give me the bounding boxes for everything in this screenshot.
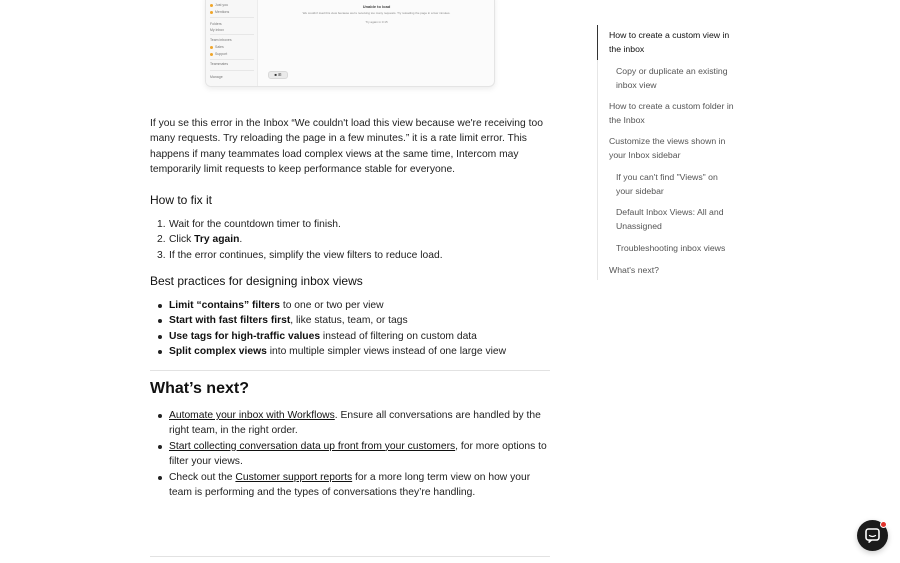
screenshot-toolbar-pill: ■ ⊞: [268, 71, 288, 79]
item-text: . Ensure all conversations are handled by the right team, in the right order.: [169, 410, 541, 437]
list-item: [169, 344, 506, 359]
toc-item-create-custom-view[interactable]: How to create a custom view in the inbox: [609, 30, 730, 54]
tip-bold: Use tags for high-traffic values: [169, 330, 321, 342]
step-number: 2.: [157, 234, 166, 246]
screenshot-sidebar-row: Team inboxes: [210, 38, 232, 42]
item-text: , for more options to filter your views.: [169, 440, 547, 468]
screenshot-retry-timer: Try again in 0:15: [365, 20, 388, 24]
step-text: Wait for the countdown timer to finish.: [169, 219, 341, 230]
tip-text: , like status, team, or tags: [290, 315, 408, 327]
step-text-end: .: [239, 234, 243, 246]
list-item: [169, 313, 506, 328]
step-number: 3.: [157, 249, 166, 261]
item-text: for a more long term view on how your team is performing and the types of conversations they’re handling.: [169, 471, 531, 499]
screenshot-error-message: We couldn't load this view because we're receiving too many requests. Try reloading the page in a few minutes.: [302, 11, 451, 15]
list-item: [169, 470, 551, 501]
toc-item-copy-duplicate-view[interactable]: Copy or duplicate an existing inbox view: [616, 66, 728, 90]
list-item: [169, 329, 506, 344]
step-text: Click: [169, 234, 195, 246]
screenshot-sidebar-row: Mentions: [215, 10, 230, 14]
automate-workflows-link[interactable]: Automate your inbox with Workflows: [169, 410, 335, 421]
list-item: [157, 217, 443, 232]
screenshot-sidebar-row: Manage: [210, 75, 223, 79]
article-screenshot: [205, 0, 495, 87]
screenshot-error-title: Unable to load: [362, 4, 391, 9]
best-practices-heading: Best practices for designing inbox views: [150, 274, 363, 288]
toc-item-default-inbox-views[interactable]: Default Inbox Views: All and Unassigned: [616, 207, 724, 231]
customer-support-reports-link[interactable]: Customer support reports: [235, 471, 353, 483]
best-practices-list: [169, 298, 506, 360]
fix-heading: How to fix it: [150, 193, 213, 207]
list-item: [169, 408, 551, 439]
list-item: [169, 298, 506, 313]
list-item: [157, 248, 443, 263]
screenshot-sidebar-row: My inbox: [210, 28, 225, 32]
toc-item-create-custom-folder[interactable]: How to create a custom folder in the Inbox: [609, 101, 734, 125]
toc-item-customize-views[interactable]: Customize the views shown in your Inbox sidebar: [609, 136, 726, 160]
whats-next-heading: What’s next?: [150, 380, 249, 397]
table-of-contents: [597, 25, 747, 280]
tip-text: into multiple simpler views instead of one large view: [266, 346, 507, 358]
chat-bubble-icon: [865, 528, 880, 543]
screenshot-sidebar-row: Folders: [210, 22, 222, 26]
screenshot-sidebar-row: Support: [215, 52, 228, 56]
screenshot-sidebar-row: Teammates: [210, 62, 229, 66]
notification-badge: [880, 521, 887, 528]
item-text: Check out the: [169, 471, 236, 483]
toc-active-indicator: [597, 25, 599, 60]
screenshot-main: [259, 0, 494, 86]
intro-paragraph: If you se this error in the Inbox “We couldn't load this view because we're receiving too many requests. Try reloading the page in a few minutes.” it is a rate limit error. This happens if many teammates load complex views at the same time, Intercom may temporarily limit requests to keep performance stable for everyone.: [150, 118, 543, 176]
screenshot-sidebar: [206, 0, 258, 86]
step-number: 1.: [157, 219, 166, 230]
screenshot-sidebar-row: Sales: [215, 45, 224, 49]
fix-steps-list: [157, 217, 443, 263]
toc-item-troubleshooting[interactable]: Troubleshooting inbox views: [616, 243, 726, 253]
screenshot-sidebar-row: Just you: [215, 3, 229, 7]
try-again-label: Try again: [194, 234, 240, 246]
tip-bold: Split complex views: [169, 346, 267, 358]
step-text: If the error continues, simplify the view filters to reduce load.: [169, 249, 443, 261]
whats-next-list: [169, 408, 551, 500]
toc-item-whats-next[interactable]: What's next?: [609, 265, 659, 275]
tip-bold: Start with fast filters first: [169, 315, 291, 327]
collect-conversation-data-link[interactable]: Start collecting conversation data up front from your customers: [169, 440, 456, 452]
tip-text: instead of filtering on custom data: [320, 330, 477, 342]
section-divider: [150, 370, 550, 371]
toc-item-cant-find-views[interactable]: If you can't find "Views" on your sidebar: [616, 172, 718, 196]
tip-bold: Limit “contains” filters: [169, 300, 280, 311]
list-item: [169, 439, 551, 470]
tip-text: to one or two per view: [280, 300, 384, 311]
section-divider: [150, 556, 550, 557]
list-item: [157, 232, 443, 247]
